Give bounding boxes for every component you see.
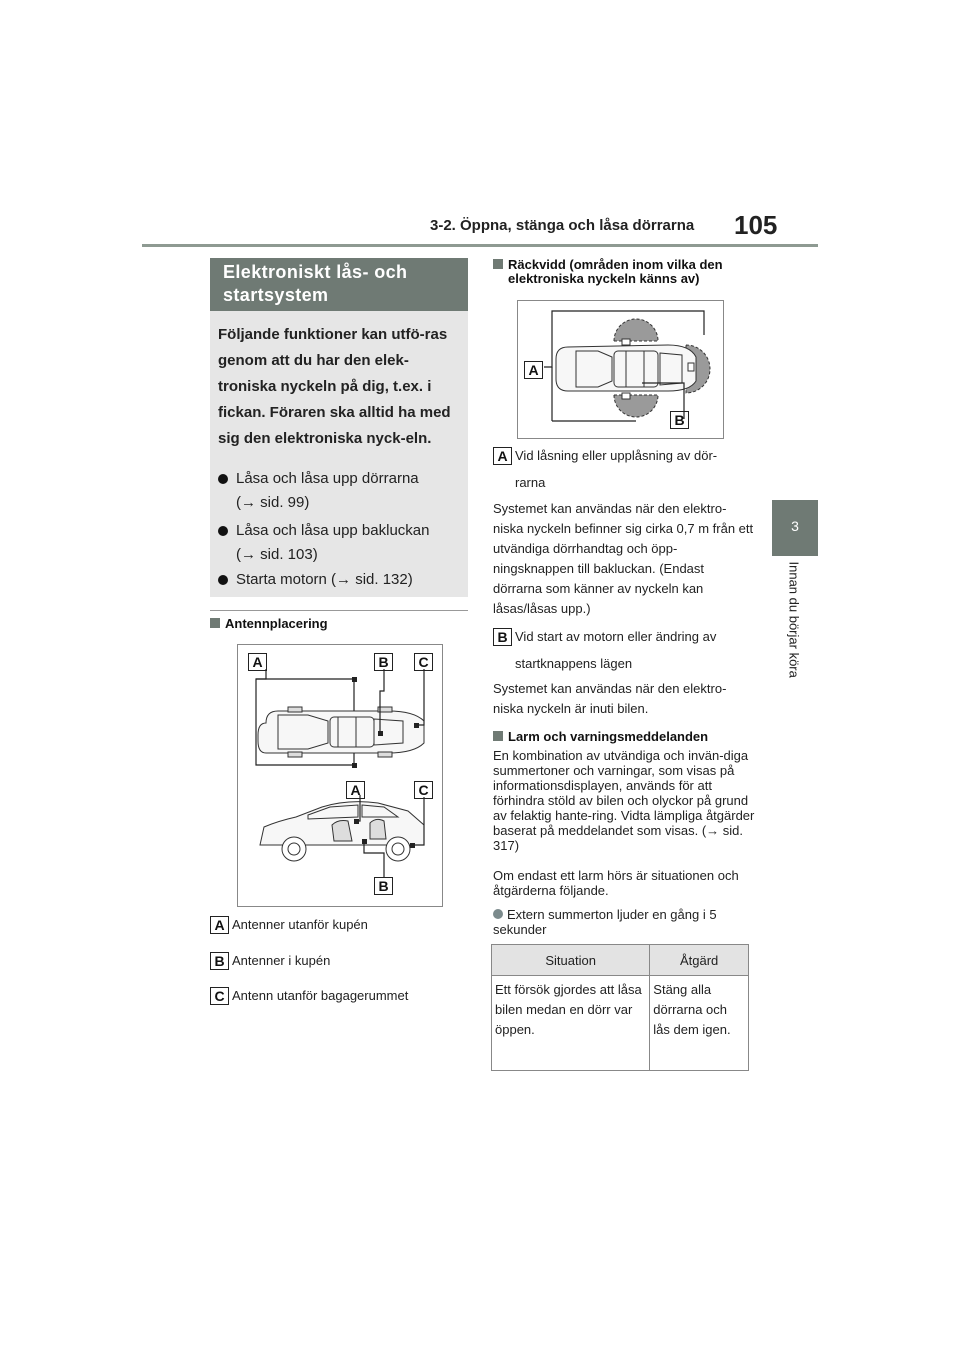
table-header-action: Åtgärd xyxy=(650,945,749,976)
square-bullet-icon xyxy=(210,618,220,628)
antenna-heading: Antennplacering xyxy=(210,617,328,631)
section-title-line1: Elektroniskt lås- och xyxy=(223,262,408,282)
figure-label-a-side: A xyxy=(346,781,365,799)
bullet-dot xyxy=(218,526,228,536)
range-item-a: Vid låsning eller upplåsning av dör- rarna xyxy=(515,448,718,490)
chapter-tab xyxy=(772,500,818,556)
square-bullet-icon xyxy=(493,259,503,269)
legend-key-a: A xyxy=(210,916,229,934)
figure-label-b: B xyxy=(374,653,393,671)
range-key-b: B xyxy=(493,628,512,646)
legend-key-c: C xyxy=(210,987,229,1005)
intro-text: Följande funktioner kan utfö-ras genom att du har den elek-troniska nyckeln på dig, t.ex. i fickan. Föraren ska alltid ha med sig den elektroniska nyck-eln. xyxy=(218,326,451,447)
section-heading xyxy=(210,258,468,311)
page-number: 105 xyxy=(734,210,778,240)
alarms-heading: Larm och varningsmeddelanden xyxy=(493,730,708,744)
figure-label-c: C xyxy=(414,653,433,671)
table-header-situation: Situation xyxy=(492,945,650,976)
bullet-text: Starta motorn (→ sid. 132) xyxy=(236,571,413,588)
running-header-section: 3-2. Öppna, stänga och låsa dörrarna xyxy=(430,217,695,234)
antenna-diagram xyxy=(238,645,442,906)
range-key-a: A xyxy=(493,447,512,465)
range-label-b: B xyxy=(670,411,689,429)
range-label-a: A xyxy=(524,361,543,379)
range-text-a: Systemet kan användas när den elektro-niska nyckeln befinner sig cirka 0,7 m från ett utvändiga dörrhandtag och öpp-ningsknappen till bakluckan. (Endast dörrarna som känner av nyckeln kan låsas/låsas upp.) xyxy=(493,501,754,616)
legend-text-b: Antenner i kupén xyxy=(232,953,331,968)
alarms-paragraph: En kombination av utvändiga och invän-diga summertoner och varningar, som visas på informationsdisplayen, används för att förhindra stöld av bilen och olyckor på grund av felaktig hante-ring. Vidta lämpliga åtgärder baserat på meddelandet som visas. (→ sid. 317) xyxy=(493,748,755,853)
range-heading: Räckvidd (områden inom vilka den elektroniska nyckeln känns av) xyxy=(493,258,755,286)
figure-label-b-side: B xyxy=(374,877,393,895)
legend-text-c: Antenn utanför bagagerummet xyxy=(232,988,409,1003)
bullet-text: Låsa och låsa upp dörrarna xyxy=(236,470,419,487)
bullet-page-ref: (→ sid. 99) xyxy=(236,494,310,511)
bullet-dot xyxy=(218,575,228,585)
table-cell-situation: Ett försök gjordes att låsa bilen medan en dörr var öppen. xyxy=(492,976,650,1071)
bullet-dot xyxy=(218,474,228,484)
square-bullet-icon xyxy=(493,731,503,741)
chapter-number: 3 xyxy=(791,518,799,534)
antenna-location-figure xyxy=(237,644,443,907)
section-divider xyxy=(210,610,468,611)
section-title-line2: startsystem xyxy=(223,285,329,305)
chapter-title-vertical xyxy=(784,561,806,706)
figure-label-a: A xyxy=(248,653,267,671)
range-text-b: Systemet kan användas när den elektro-niska nyckeln är inuti bilen. xyxy=(493,681,727,716)
legend-text-a: Antenner utanför kupén xyxy=(232,917,368,932)
table-cell-action: Stäng alla dörrarna och lås dem igen. xyxy=(650,976,749,1071)
alarms-paragraph-2: Om endast ett larm hörs är situationen och åtgärderna följande. xyxy=(493,868,739,898)
bullet-page-ref: (→ sid. 103) xyxy=(236,546,318,563)
bullet-item xyxy=(218,568,458,592)
alarm-table xyxy=(491,944,749,1071)
bullet-item xyxy=(218,467,458,515)
bullet-item xyxy=(218,519,458,567)
range-item-b: Vid start av motorn eller ändring av startknappens lägen xyxy=(515,629,717,671)
circle-bullet-icon xyxy=(493,909,503,919)
detection-range-figure xyxy=(517,300,724,439)
header-rule xyxy=(142,244,818,247)
legend-key-b: B xyxy=(210,952,229,970)
bullet-text: Låsa och låsa upp bakluckan xyxy=(236,522,430,539)
table-row xyxy=(492,976,749,1071)
detection-range-diagram xyxy=(518,301,723,438)
table-header-row xyxy=(492,945,749,976)
alarms-bullet: Extern summerton ljuder en gång i 5 sekunder xyxy=(493,907,717,937)
figure-label-c-side: C xyxy=(414,781,433,799)
chapter-title: Innan du börjar köra xyxy=(786,561,802,678)
